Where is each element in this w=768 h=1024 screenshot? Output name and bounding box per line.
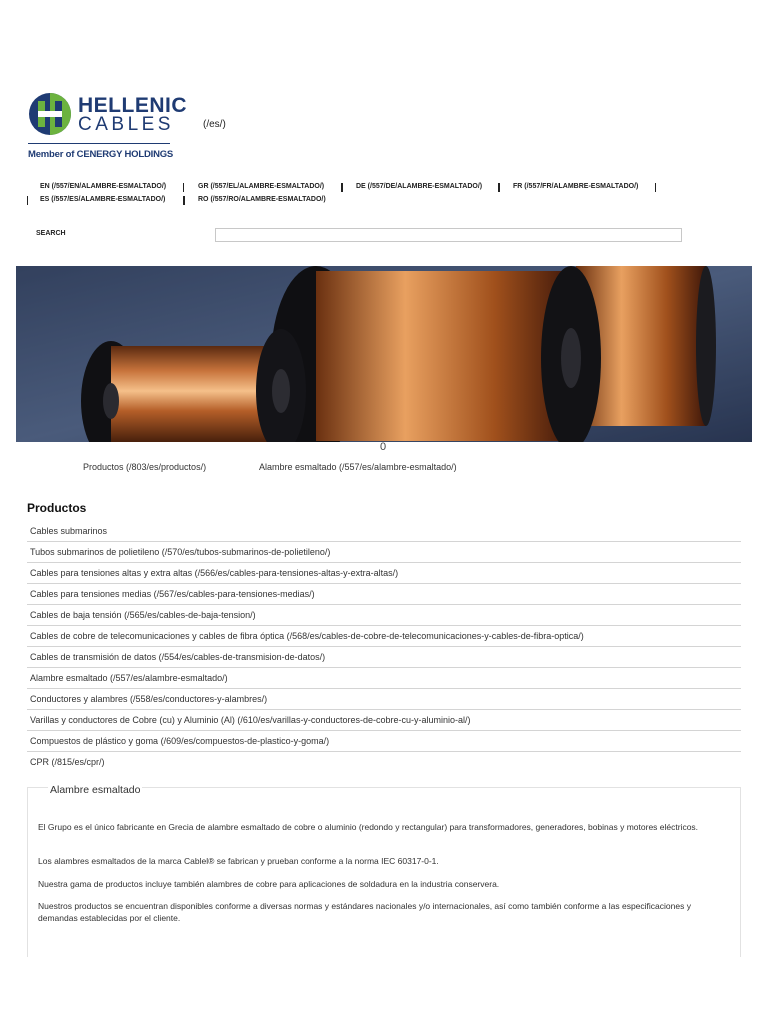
description-paragraph: Nuestra gama de productos incluye también alambres de cobre para aplicaciones de soldadura en la industria conservera. [38, 879, 500, 889]
product-item-compuestos[interactable]: Compuestos de plástico y goma (/609/es/compuestos-de-plastico-y-goma/) [27, 731, 741, 752]
search-input[interactable] [215, 228, 682, 242]
lang-link-de[interactable]: DE (/557/DE/ALAMBRE-ESMALTADO/) [356, 183, 483, 190]
description-paragraph: El Grupo es el único fabricante en Grecia de alambre esmaltado de cobre o aluminio (redondo y rectangular) para transformadores, generadores, bobinas y motores eléctricos. [38, 822, 699, 832]
product-item-conductores-alambres[interactable]: Conductores y alambres (/558/es/conductores-y-alambres/) [27, 689, 741, 710]
site-logo[interactable] [28, 92, 226, 162]
lang-separator [183, 183, 184, 192]
logo-link-text[interactable]: (/es/) [203, 119, 226, 130]
lang-separator [341, 183, 343, 192]
product-item-cables-submarinos[interactable]: Cables submarinos [27, 521, 741, 542]
logo-divider [28, 143, 170, 144]
lang-link-gr[interactable]: GR (/557/EL/ALAMBRE-ESMALTADO/) [198, 183, 325, 190]
products-heading: Productos [27, 501, 87, 515]
hero-banner-image [16, 266, 752, 442]
product-item-tensiones-medias[interactable]: Cables para tensiones medias (/567/es/cables-para-tensiones-medias/) [27, 584, 741, 605]
products-list [27, 521, 741, 773]
description-paragraph: Nuestros productos se encuentran disponibles conforme a diversas normas y estándares nacionales y/o internacionales, así como también conforme a las especificaciones y demandas establecidas por el cliente. [38, 901, 691, 923]
breadcrumb-productos[interactable]: Productos (/803/es/productos/) [83, 462, 207, 472]
lang-link-fr[interactable]: FR (/557/FR/ALAMBRE-ESMALTADO/) [513, 183, 639, 190]
product-item-alambre-esmaltado[interactable]: Alambre esmaltado (/557/es/alambre-esmaltado/) [27, 668, 741, 689]
lang-link-en[interactable]: EN (/557/EN/ALAMBRE-ESMALTADO/) [40, 183, 167, 190]
copper-wire-spools-image [16, 266, 752, 442]
logo-wordmark-hellenic: HELLENIC [78, 94, 187, 117]
product-item-altas-tensiones[interactable]: Cables para tensiones altas y extra altas (/566/es/cables-para-tensiones-altas-y-extra-altas/) [27, 563, 741, 584]
hero-caption: 0 [380, 441, 387, 453]
lang-separator [27, 196, 28, 205]
hellenic-cables-logo-icon [28, 92, 72, 136]
product-item-cpr[interactable]: CPR (/815/es/cpr/) [30, 757, 105, 767]
description-title: Alambre esmaltado [50, 784, 141, 796]
search-label: SEARCH [36, 230, 66, 237]
lang-separator [498, 183, 500, 192]
lang-separator [655, 183, 656, 192]
lang-separator [183, 196, 185, 205]
product-item-tubos-submarinos[interactable]: Tubos submarinos de polietileno (/570/es/tubos-submarinos-de-polietileno/) [27, 542, 741, 563]
description-paragraph: Los alambres esmaltados de la marca Cablel® se fabrican y prueban conforme a la norma IEC 60317-0-1. [38, 856, 439, 866]
product-item-varillas-conductores[interactable]: Varillas y conductores de Cobre (cu) y Aluminio (Al) (/610/es/varillas-y-conductores-de-cobre-cu-y-aluminio-al/) [27, 710, 741, 731]
product-item-baja-tension[interactable]: Cables de baja tensión (/565/es/cables-de-baja-tension/) [27, 605, 741, 626]
description-panel [27, 784, 741, 957]
lang-link-ro[interactable]: RO (/557/RO/ALAMBRE-ESMALTADO/) [198, 196, 326, 203]
lang-link-es[interactable]: ES (/557/ES/ALAMBRE-ESMALTADO/) [40, 196, 166, 203]
breadcrumb-alambre-esmaltado[interactable]: Alambre esmaltado (/557/es/alambre-esmaltado/) [259, 462, 457, 472]
product-item-transmision-datos[interactable]: Cables de transmisión de datos (/554/es/cables-de-transmision-de-datos/) [27, 647, 741, 668]
logo-wordmark-cables: CABLES [78, 114, 174, 135]
logo-member-tagline: Member of CENERGY HOLDINGS [28, 149, 174, 160]
product-item-telecomunicaciones[interactable]: Cables de cobre de telecomunicaciones y cables de fibra óptica (/568/es/cables-de-cobre-de-telecomunicaciones-y-cables-de-fibra-optica/) [27, 626, 741, 647]
